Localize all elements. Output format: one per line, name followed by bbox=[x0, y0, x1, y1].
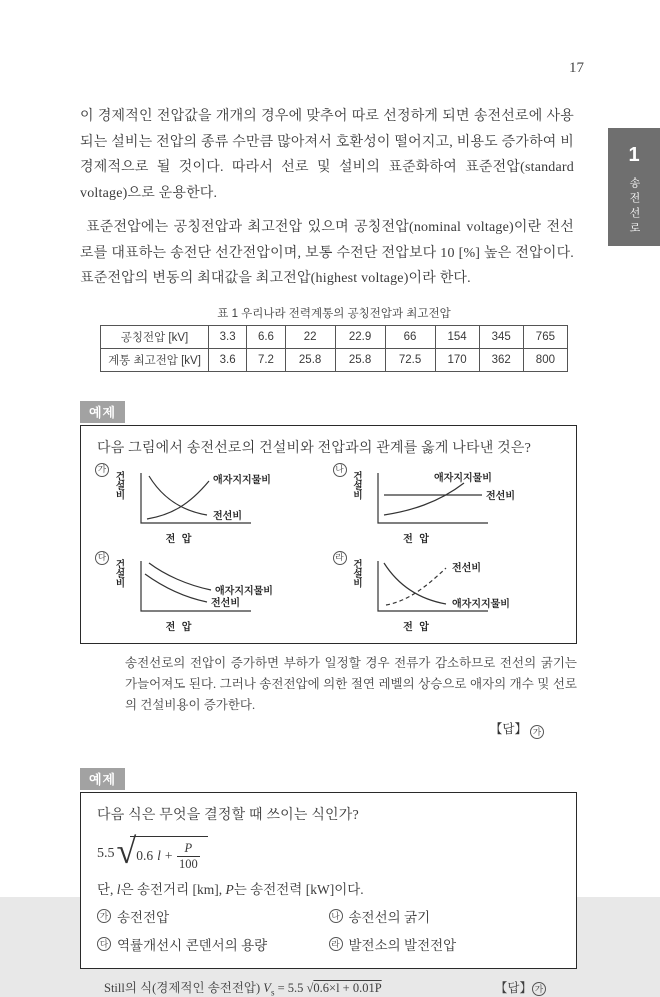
chart-option-c bbox=[125, 559, 325, 617]
fraction bbox=[177, 841, 201, 872]
x-axis-label: 전 압 bbox=[165, 533, 194, 545]
table-cell: 6.6 bbox=[247, 325, 285, 348]
radical-sign: √ bbox=[306, 980, 314, 995]
row-label-nominal: 공칭전압 [kV] bbox=[101, 325, 209, 348]
square-root bbox=[116, 830, 209, 872]
table-cell: 22.9 bbox=[335, 325, 385, 348]
x-axis-label: 전 압 bbox=[165, 621, 194, 633]
diagram-option-b bbox=[333, 463, 571, 547]
answer-label: 【답】 bbox=[494, 980, 532, 995]
choice-d bbox=[329, 934, 561, 954]
still-formula bbox=[81, 826, 576, 872]
diagram-option-a bbox=[95, 463, 333, 547]
row-label-highest: 계통 최고전압 [kV] bbox=[101, 348, 209, 371]
circled-mark-d: 라 bbox=[329, 937, 343, 951]
table-cell: 765 bbox=[523, 325, 567, 348]
rising-curve bbox=[384, 483, 464, 515]
answer-mark: 가 bbox=[530, 725, 544, 739]
rising-dashed-curve bbox=[386, 568, 446, 605]
answer-mark: 가 bbox=[532, 982, 546, 996]
table-cell: 800 bbox=[523, 348, 567, 371]
y-axis-label: 건설비 bbox=[351, 558, 361, 587]
table-cell: 25.8 bbox=[285, 348, 335, 371]
x-axis-label: 전 압 bbox=[403, 533, 431, 545]
still-note bbox=[104, 978, 382, 997]
circled-mark-d: 라 bbox=[333, 551, 347, 565]
body-paragraph-2: 표준전압에는 공칭전압과 최고전압 있으며 공칭전압(nominal voltage)이란 전선로를 대표하는 송전단 선간전압이며, 보통 수전단 전압보다 10 [%] 높은 전압이다. 표준전압의 변동의 최대값을 최고전압(highest voltage)이라 한다. bbox=[80, 220, 574, 286]
chart-option-a bbox=[125, 471, 325, 529]
radicand: 0.6×l + 0.01P bbox=[313, 980, 382, 995]
x-axis-label: 전 압 bbox=[403, 621, 431, 633]
table-cell: 7.2 bbox=[247, 348, 285, 371]
equals-coefficient: = 5.5 bbox=[274, 980, 307, 995]
curve-label: 애자지지물비 bbox=[214, 585, 273, 597]
curve-label: 전선비 bbox=[212, 510, 242, 522]
example1-question: 다음 그림에서 송전선로의 건설비와 전압과의 관계를 옳게 나타낸 것은? bbox=[97, 440, 532, 456]
diagram-option-c bbox=[95, 551, 333, 635]
condition-text: 은 송전거리 [km], bbox=[120, 881, 226, 897]
radical-sign: √ bbox=[116, 830, 137, 871]
page-content bbox=[80, 0, 577, 997]
choice-text: 발전소의 발전전압 bbox=[348, 937, 457, 953]
fraction-numerator: P bbox=[177, 841, 201, 857]
falling-curve bbox=[384, 563, 446, 604]
table-cell: 345 bbox=[479, 325, 523, 348]
circled-mark-a: 가 bbox=[97, 909, 111, 923]
plus-sign: + bbox=[164, 848, 173, 864]
table-caption: 표 1 우리나라 전력계통의 공칭전압과 최고전압 bbox=[217, 307, 451, 320]
upper-falling-curve bbox=[149, 563, 211, 590]
example-badge: 예제 bbox=[80, 401, 125, 423]
circled-mark-a: 가 bbox=[95, 463, 109, 477]
condition-line bbox=[81, 872, 576, 898]
variable-p: P bbox=[225, 881, 234, 897]
curve-label: 애자지지물비 bbox=[212, 474, 271, 486]
curve-label: 애자지지물비 bbox=[434, 472, 492, 484]
radicand bbox=[130, 836, 208, 872]
chapter-side-tab bbox=[608, 128, 660, 246]
y-axis-label: 건설비 bbox=[351, 470, 361, 499]
table-row bbox=[101, 325, 568, 348]
condition-text: 단, bbox=[97, 881, 117, 897]
table-cell: 22 bbox=[285, 325, 335, 348]
example2-question: 다음 식은 무엇을 결정할 때 쓰이는 식인가? bbox=[97, 807, 359, 823]
y-axis-label: 건설비 bbox=[113, 470, 124, 499]
subscript-s: s bbox=[270, 987, 275, 997]
table-cell: 72.5 bbox=[385, 348, 435, 371]
coefficient: 5.5 bbox=[97, 845, 115, 861]
answer-label: 【답】 bbox=[489, 721, 527, 736]
fraction-denominator: 100 bbox=[178, 856, 198, 871]
curve-label: 전선비 bbox=[452, 562, 481, 574]
chart-option-d bbox=[362, 559, 562, 617]
example2-footer bbox=[80, 978, 574, 997]
choice-text: 역률개선시 콘덴서의 용량 bbox=[117, 937, 268, 953]
variable-l: l bbox=[157, 848, 161, 864]
diagram-option-d bbox=[333, 551, 571, 635]
choice-a bbox=[97, 906, 329, 926]
condition-text: 는 송전전력 [kW]이다. bbox=[233, 881, 364, 897]
circled-mark-c: 다 bbox=[95, 551, 109, 565]
chart-option-b bbox=[362, 471, 562, 529]
choice-b bbox=[329, 906, 561, 926]
table-cell: 362 bbox=[479, 348, 523, 371]
variable-v: V bbox=[263, 980, 271, 995]
circled-mark-b: 나 bbox=[333, 463, 347, 477]
choices-grid bbox=[81, 898, 576, 968]
curve-label: 애자지지물비 bbox=[452, 598, 510, 610]
table-cell: 170 bbox=[435, 348, 479, 371]
y-axis-label: 건설비 bbox=[113, 558, 124, 587]
variable-l: l bbox=[116, 881, 121, 897]
table-cell: 25.8 bbox=[335, 348, 385, 371]
note-text: Still의 식(경제적인 송전전압) bbox=[104, 980, 264, 995]
example1-answer bbox=[80, 719, 574, 739]
radicand-term: 0.6 bbox=[136, 848, 154, 864]
diagram-grid bbox=[81, 459, 576, 643]
curve-label: 전선비 bbox=[210, 597, 240, 609]
example1-explanation: 송전선로의 전압이 증가하면 부하가 일정할 경우 전류가 감소하므로 전선의 굵기는 가늘어져도 된다. 그러나 송전전압에 의한 절연 레벨의 상승으로 애자의 개수 및 선로의 건설비용이 증가한다. bbox=[125, 655, 577, 712]
example2-box bbox=[80, 792, 577, 969]
page-number: 17 bbox=[569, 60, 584, 76]
table-cell: 3.6 bbox=[209, 348, 247, 371]
table-row bbox=[101, 348, 568, 371]
table-cell: 3.3 bbox=[209, 325, 247, 348]
choice-text: 송전선의 굵기 bbox=[348, 909, 431, 925]
body-paragraph-1: 이 경제적인 전압값을 개개의 경우에 맞추어 따로 선정하게 되면 송전선로에 사용되는 설비는 전압의 종류 수만큼 많아져서 호환성이 떨어지고, 비용도 증가하여 비경제적으로 될 것이다. 따라서 선로 및 설비의 표준화하여 표준전압(standard voltage)으로 운용한다. bbox=[80, 109, 574, 201]
chapter-title: 송전선로 bbox=[628, 177, 640, 237]
choice-c bbox=[97, 934, 329, 954]
table-cell: 66 bbox=[385, 325, 435, 348]
circled-mark-c: 다 bbox=[97, 937, 111, 951]
example-badge: 예제 bbox=[80, 768, 125, 790]
voltage-table bbox=[100, 325, 568, 372]
table-cell: 154 bbox=[435, 325, 479, 348]
example2-answer bbox=[495, 978, 546, 996]
example1-box bbox=[80, 425, 577, 644]
falling-curve bbox=[149, 476, 207, 515]
circled-mark-b: 나 bbox=[329, 909, 343, 923]
choice-text: 송전전압 bbox=[117, 909, 170, 925]
chapter-number: 1 bbox=[628, 144, 640, 166]
curve-label: 전선비 bbox=[486, 490, 515, 502]
